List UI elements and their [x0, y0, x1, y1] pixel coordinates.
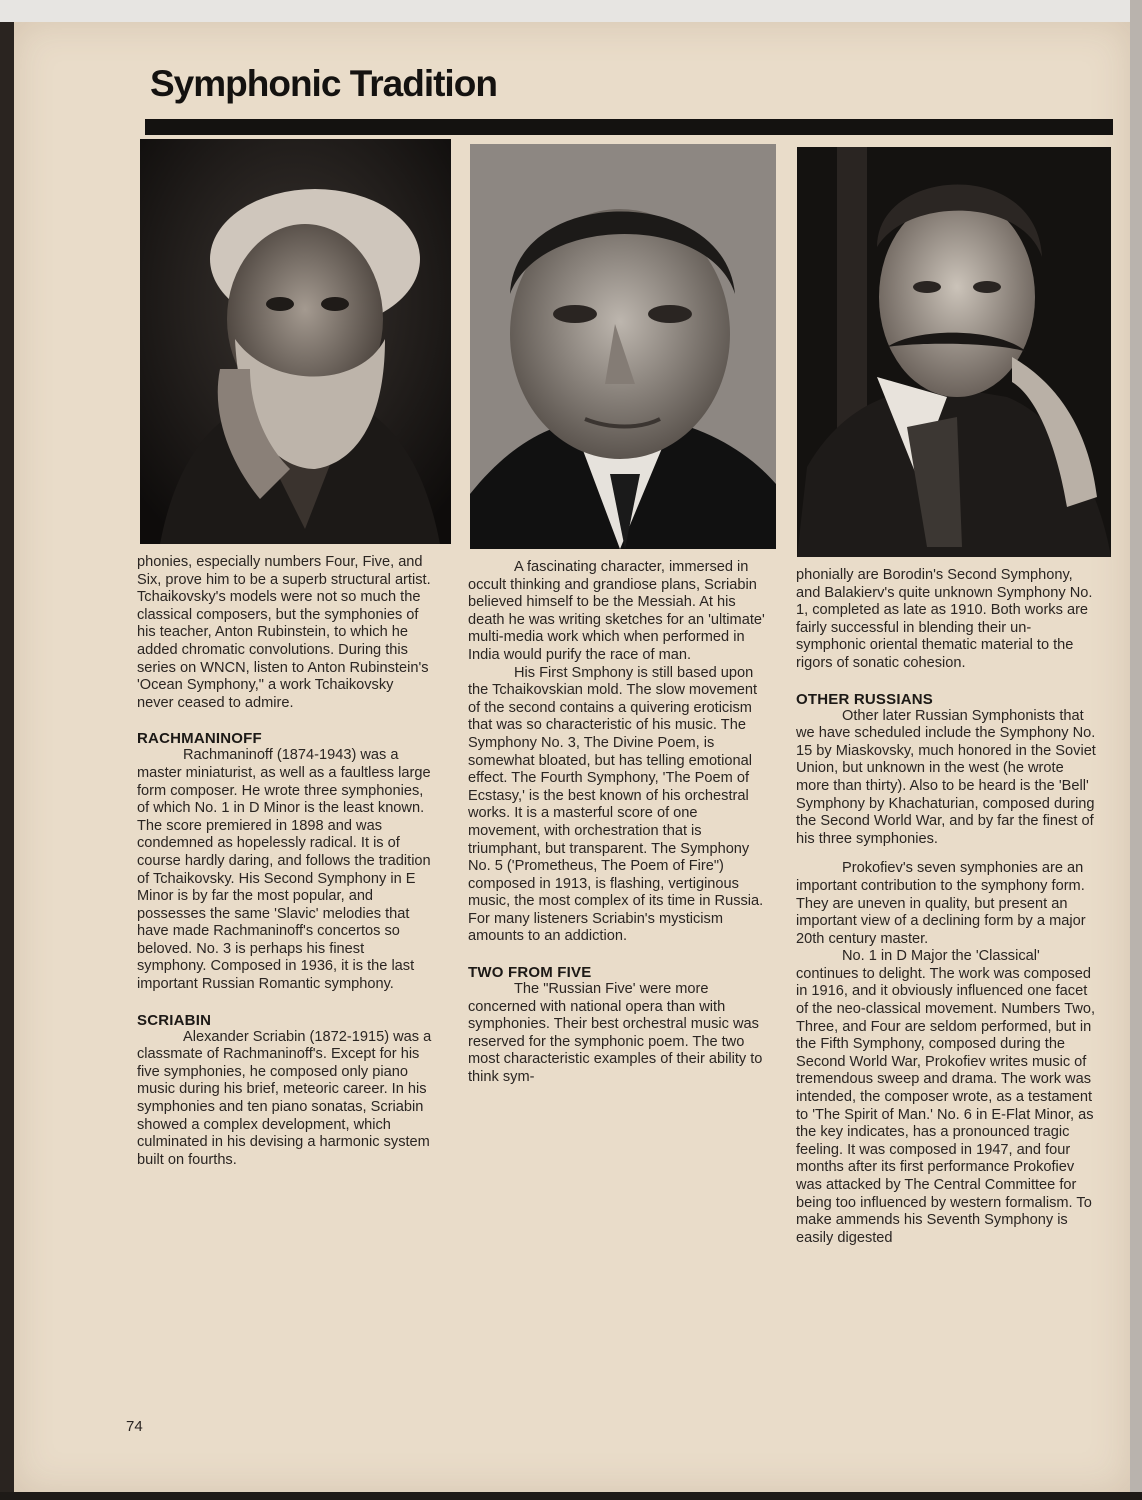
- scriabin-symphonies-paragraph: His First Smphony is still based upon the Tchaikovskian mold. The slow movement of the second contains a quivering eroticism that was so characteristic of his music. The Symphony No. 3, The Divine Poem, is somewhat bloated, but has telling emotional effect. The Fourth Symphony, 'The Poem of Ecstasy,' is the best known of his orchestral works. It is a masterful score of one movement, with orchestration that is triumphant, but transparent. The Symphony No. 5 ('Prometheus, The Poem of Fire") composed in 1913, is flashing, vertiginous music, the most complex of its time in Russia. For many listeners Scriabin's mysticism amounts to an addiction.: [468, 664, 764, 945]
- other-russians-paragraph: Other later Russian Symphonists that we have scheduled include the Symphony No. 15 by Miaskovsky, much honored in the Soviet Union, but unknown in the west (he wrote more than thirty). Also to be heard is the 'Bell' Symphony by Khachaturian, composed during the Second World War, and by far the finest of his three symphonies.: [796, 707, 1096, 847]
- rachmaninoff-heading: RACHMANINOFF: [137, 730, 262, 748]
- scan-bottom-edge: [0, 1492, 1142, 1500]
- rachmaninoff-paragraph: Rachmaninoff (1874-1943) was a master miniaturist, as well as a faultless large form composer. He wrote three symphonies, of which No. 1 in D Minor is the least known. The score premiered in 1898 and was condemned as hopelessly radical. It is of course hardly daring, and follows the tradition of Tchaikovsky. His Second Symphony in E Minor is by far the most popular, and possesses the same 'Slavic' melodies that have made Rachmaninoff's concertos so beloved. No. 3 is perhaps his finest symphony. Composed in 1936, it is the last important Russian Romantic symphony.: [137, 747, 431, 993]
- text-column-1: [137, 554, 433, 1169]
- two-from-five-heading: TWO FROM FIVE: [468, 964, 592, 982]
- scriabin-character-paragraph: A fascinating character, immersed in occult thinking and grandiose plans, Scriabin believed himself to be the Messiah. At his death he was writing sketches for an 'ultimate' multi-media work which when performed in India would purify the race of man.: [468, 559, 765, 663]
- scan-right-edge: [1130, 0, 1142, 1500]
- scriabin-heading: SCRIABIN: [137, 1011, 212, 1029]
- title-rule: [145, 119, 1113, 135]
- portrait-photo-2: [470, 144, 776, 549]
- page-title: Symphonic Tradition: [150, 63, 497, 104]
- portrait-photo-1: [140, 139, 451, 544]
- text-column-3: [796, 567, 1096, 1247]
- col1-intro-paragraph: phonies, especially numbers Four, Five, and Six, prove him to be a superb structural artist. Tchaikovsky's models were not so much the classical composers, but the symphonies of his teacher, Anton Rubinstein, to which he added chromatic convolutions. During this series on WNCN, listen to Anton Rubinstein's 'Ocean Symphony," a work Tchaikovsky never ceased to admire.: [137, 554, 431, 711]
- prokofiev-intro-paragraph: Prokofiev's seven symphonies are an important contribution to the symphony form. They are uneven in quality, but present an important view of a declining form by a major 20th century master.: [796, 860, 1086, 947]
- text-column-2: [468, 559, 768, 1087]
- other-russians-heading: OTHER RUSSIANS: [796, 690, 933, 708]
- prokofiev-symphonies-paragraph: No. 1 in D Major the 'Classical' continues to delight. The work was composed in 1916, and it obviously influenced one facet of the neo-classical movement. Numbers Two, Three, and Four are seldom performed, but in the Fifth Symphony, composed during the Second World War, Prokofiev writes music of tremendous sweep and drama. The work was intended, the composer wrote, as a testament to 'The Spirit of Man.' No. 6 in E-Flat Minor, as the key indicates, has a pronounced tragic feeling. It was composed in 1947, and four months after its first performance Prokofiev was attacked by The Central Committee for being too influenced by western formalism. To make ammends his Seventh Symphony is easily digested: [796, 948, 1096, 1246]
- scriabin-paragraph: Alexander Scriabin (1872-1915) was a classmate of Rachmaninoff's. Except for his five symphonies, he composed only piano music during his brief, meteoric career. In his symphonies and ten piano sonatas, Scriabin showed a complex development, which culminated in his devising a harmonic system built on fourths.: [137, 1028, 432, 1168]
- portrait-photo-3: [797, 147, 1111, 557]
- scan-top-edge: [0, 0, 1142, 22]
- two-from-five-paragraph: The "Russian Five' were more concerned with national opera than with symphonies. Their best orchestral music was reserved for the symphonic poem. The two most characteristic examples of their ability to think sym-: [468, 981, 763, 1086]
- page-number: 74: [126, 1418, 143, 1435]
- col3-intro-paragraph: phonially are Borodin's Second Symphony, and Balakierv's quite unknown Symphony No. 1, completed as late as 1910. Both works are fairly successful in blending their un-symphonic oriental thematic material to the rigors of sonatic cohesion.: [796, 567, 1093, 671]
